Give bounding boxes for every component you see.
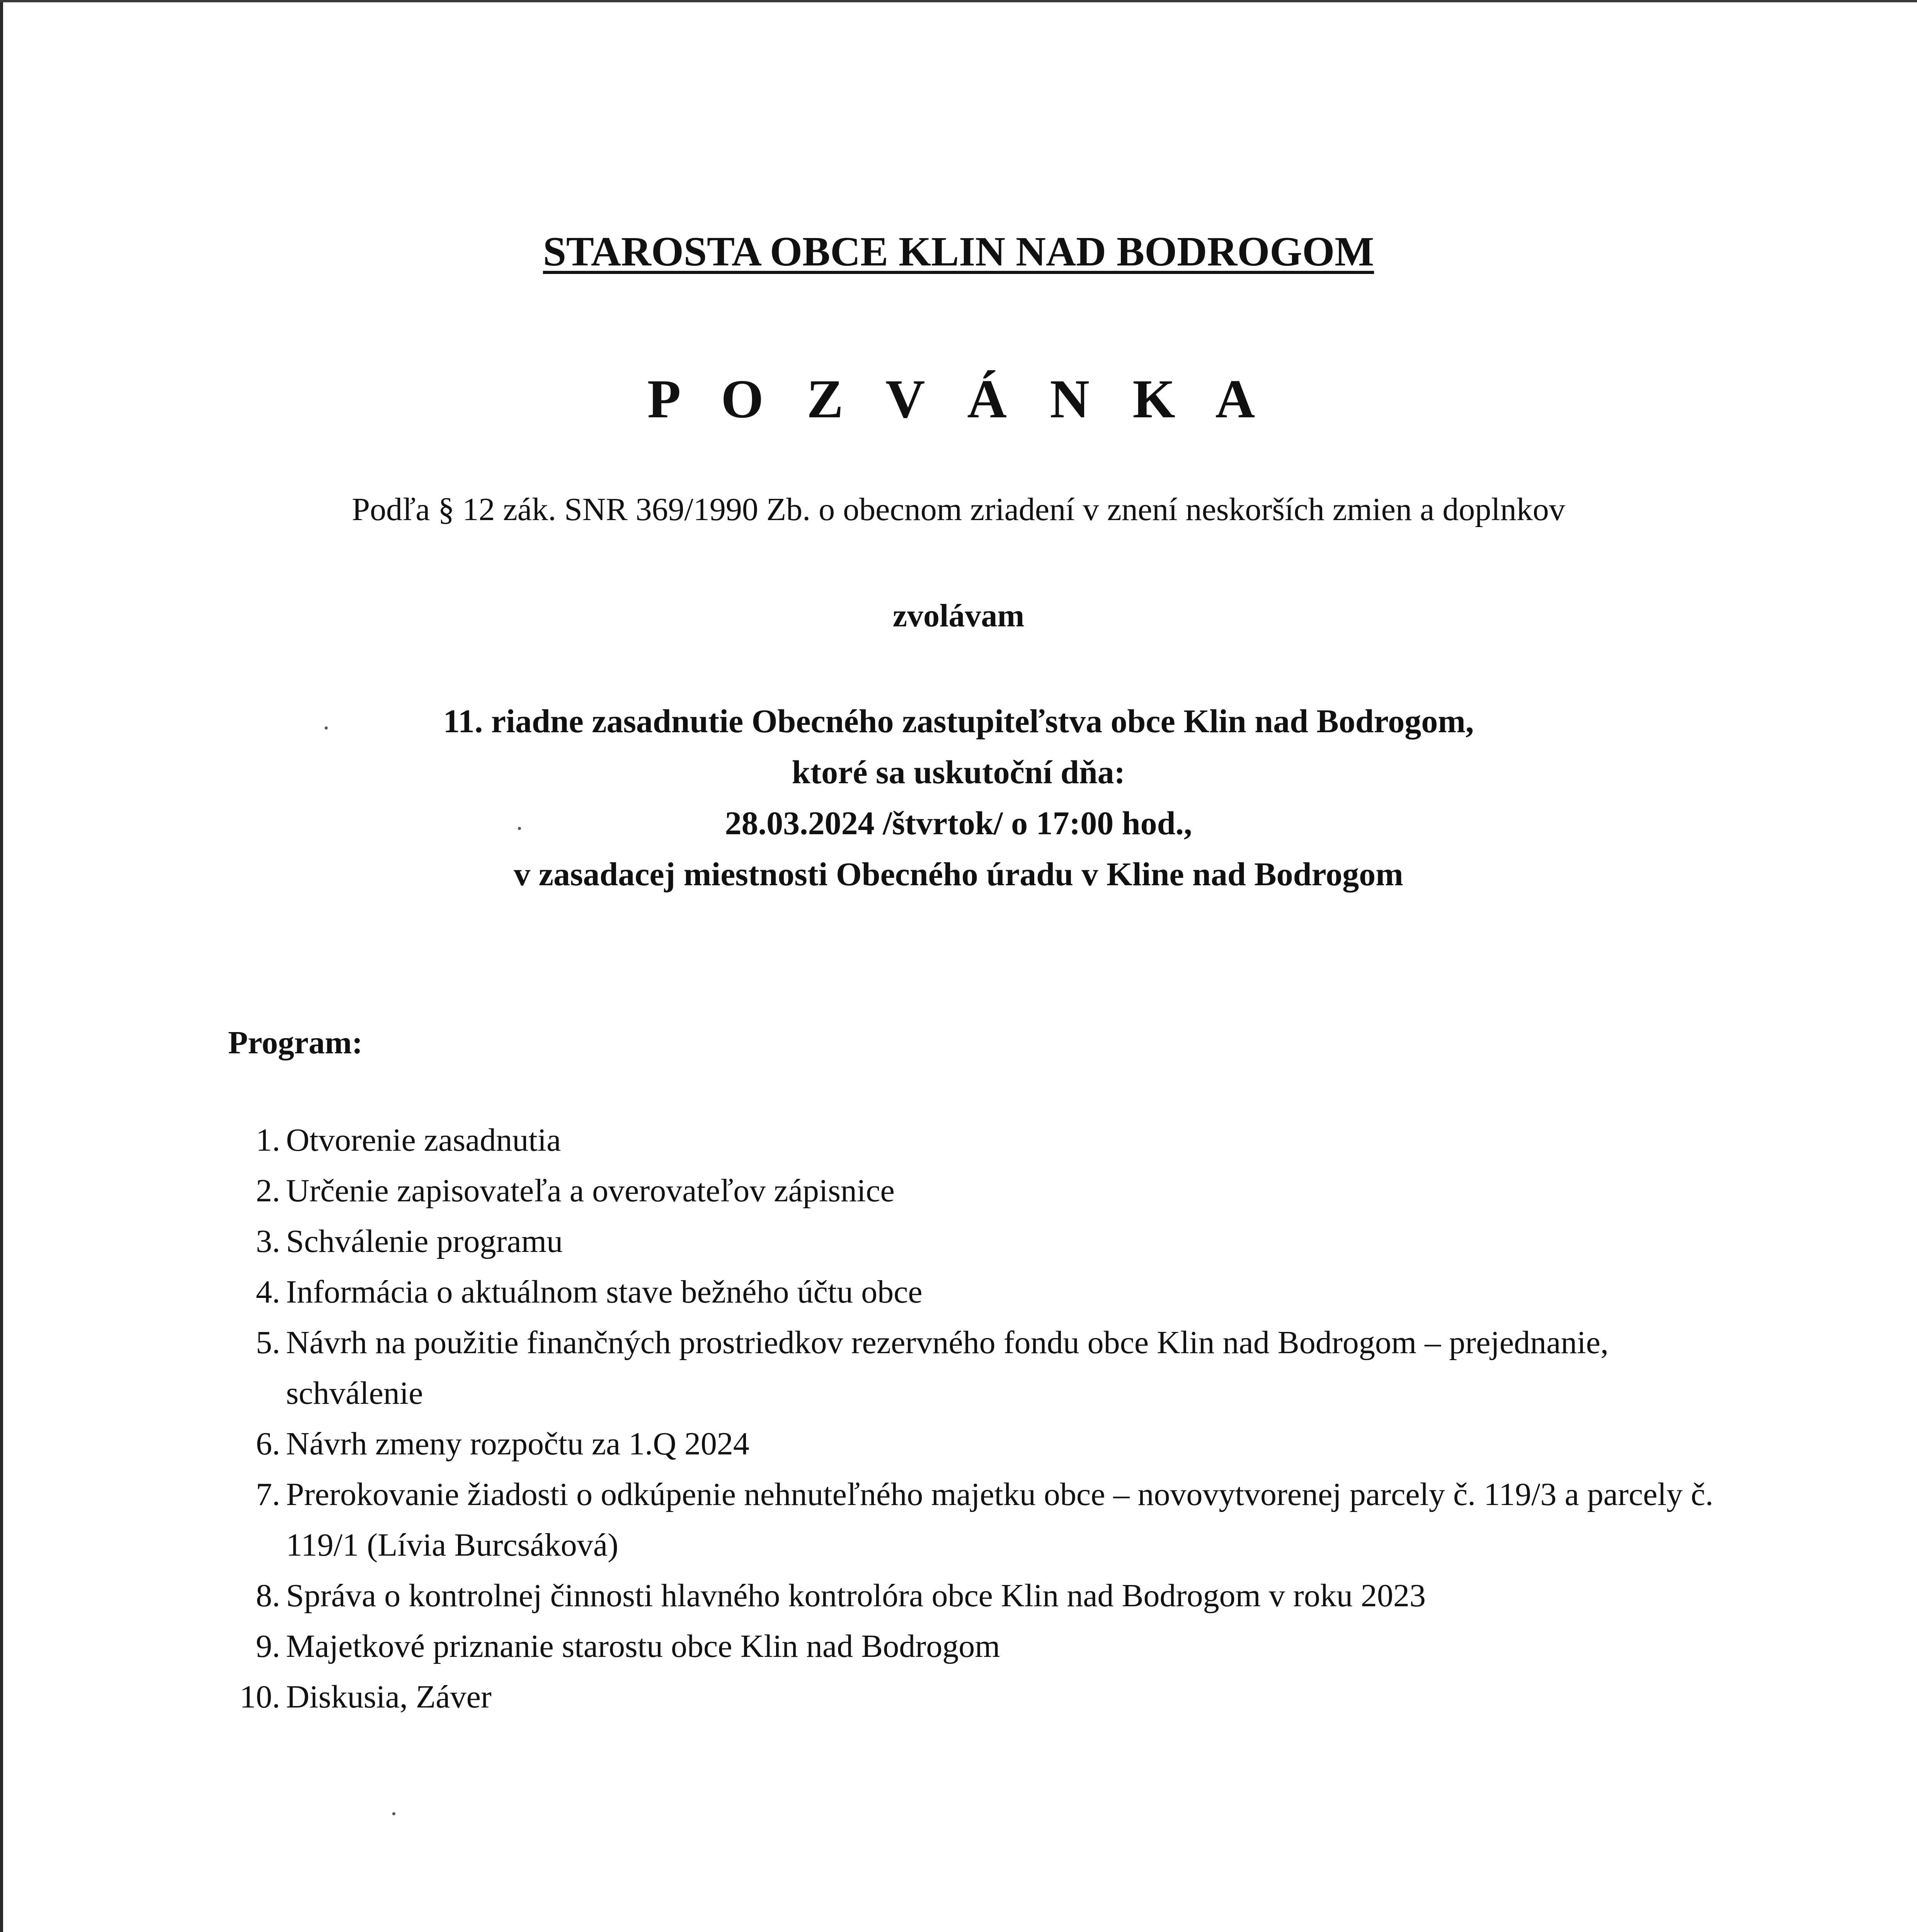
agenda-item xyxy=(228,1672,1735,1722)
session-line-datetime: 28.03.2024 /štvrtok/ o 17:00 hod., xyxy=(725,804,1192,842)
issuing-authority: STAROSTA OBCE KLIN NAD BODROGOM xyxy=(543,229,1374,275)
agenda-item xyxy=(228,1469,1735,1570)
agenda-text: Návrh na použitie finančných prostriedkov rezervného fondu obce Klin nad Bodrogom – prejednanie, schválenie xyxy=(286,1325,1609,1411)
agenda-text: Informácia o aktuálnom stave bežného účtu obce xyxy=(286,1274,923,1310)
agenda-number: 4. xyxy=(256,1274,280,1310)
agenda-item xyxy=(228,1621,1735,1672)
agenda-number: 9. xyxy=(256,1628,280,1664)
scan-left-edge xyxy=(0,0,3,1932)
convene-statement: zvolávam xyxy=(892,598,1025,634)
agenda-text: Otvorenie zasadnutia xyxy=(286,1122,561,1158)
legal-basis: Podľa § 12 zák. SNR 369/1990 Zb. o obecnom zriadení v znení neskorších zmien a doplnkov xyxy=(352,492,1565,527)
agenda-item xyxy=(228,1418,1735,1469)
agenda-number: 7. xyxy=(256,1476,280,1512)
scan-speck xyxy=(325,726,328,730)
scan-speck xyxy=(518,827,521,830)
agenda-item xyxy=(228,1267,1735,1317)
scan-speck xyxy=(392,1812,395,1815)
agenda-number: 6. xyxy=(256,1426,280,1462)
session-details xyxy=(0,696,1917,900)
agenda-text: Správa o kontrolnej činnosti hlavného kontrolóra obce Klin nad Bodrogom v roku 2023 xyxy=(286,1578,1426,1614)
agenda-item xyxy=(228,1317,1735,1418)
agenda-text: Schválenie programu xyxy=(286,1223,563,1259)
agenda-text: Majetkové priznanie starostu obce Klin nad Bodrogom xyxy=(286,1628,1000,1664)
agenda-number: 8. xyxy=(256,1578,280,1614)
agenda-number: 5. xyxy=(256,1325,280,1361)
agenda-number: 3. xyxy=(256,1223,280,1259)
agenda-list xyxy=(228,1115,1735,1722)
agenda-item xyxy=(228,1570,1735,1621)
agenda-item xyxy=(228,1216,1735,1267)
document-title: P O Z V Á N K A xyxy=(647,368,1270,429)
agenda-text: Prerokovanie žiadosti o odkúpenie nehnuteľného majetku obce – novovytvorenej parcely č. 119/3 a parcely č. 119/1 (Lívia Burcsáková) xyxy=(286,1476,1714,1563)
agenda-number: 10. xyxy=(240,1679,280,1715)
session-line-location: v zasadacej miestnosti Obecného úradu v Kline nad Bodrogom xyxy=(514,855,1403,893)
session-line-when-label: ktoré sa uskutoční dňa: xyxy=(792,753,1125,791)
scan-top-edge xyxy=(0,0,1917,2)
agenda-text: Určenie zapisovateľa a overovateľov zápisnice xyxy=(286,1173,895,1209)
agenda-text: Diskusia, Záver xyxy=(286,1679,492,1715)
agenda-item xyxy=(228,1165,1735,1216)
agenda-number: 2. xyxy=(256,1173,280,1209)
agenda-text: Návrh zmeny rozpočtu za 1.Q 2024 xyxy=(286,1426,749,1462)
agenda-number: 1. xyxy=(256,1122,280,1158)
session-line-title: 11. riadne zasadnutie Obecného zastupiteľstva obce Klin nad Bodrogom, xyxy=(443,702,1474,740)
agenda-item xyxy=(228,1115,1735,1165)
program-label: Program: xyxy=(228,1025,363,1061)
